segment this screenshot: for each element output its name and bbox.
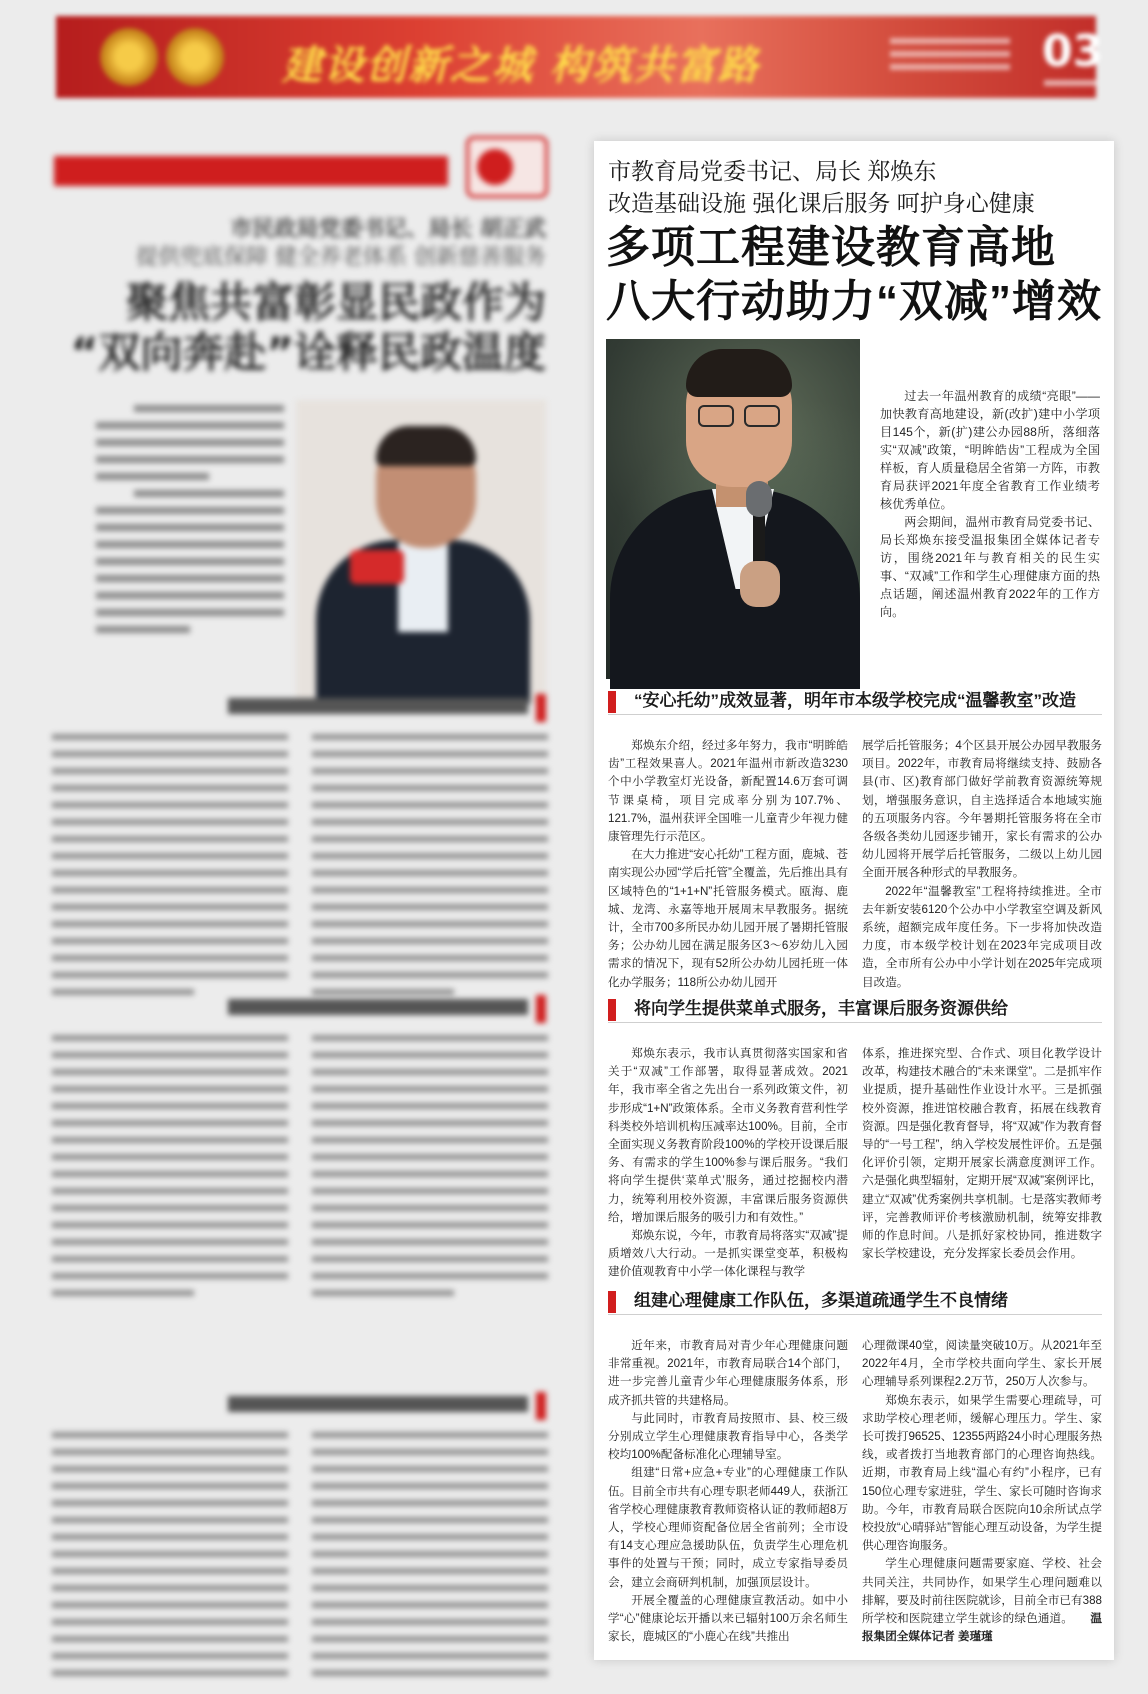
body-paragraph: 郑焕东介绍，经过多年努力，我市“明眸皓齿”工程效果喜人。2021年温州市新改造3230个中小学教室灯光设备，新配置14.6万套可调节课桌椅，项目完成率分别为107.7%、121.7%，温州获评全国唯一儿童青少年视力健康管理先行示范区。: [608, 739, 848, 844]
section-1-column-left: [608, 737, 848, 992]
section-title: 组建心理健康工作队伍，多渠道疏通学生不良情绪: [634, 1291, 1008, 1310]
masthead-banner: [56, 16, 1104, 98]
article-headline-line-2: 八大行动助力“双减”增效: [606, 277, 1102, 326]
article-subhead: 改造基础设施 强化课后服务 呵护身心健康: [608, 190, 1035, 216]
section-marker: [608, 999, 616, 1021]
page-number: 03: [1042, 26, 1104, 77]
article-headline: [606, 221, 1102, 329]
body-paragraph: 郑焕东表示，如果学生需要心理疏导，可求助学校心理老师，缓解心理压力。学生、家长可拨打96525、12355两路24小时心理服务热线，或者拨打当地教育部门的心理咨询热线。近期，市教育局上线“温心有约”小程序，已有150位心理专家进驻，学生、家长可随时咨询求助。今年，市教育局联合医院向10余所试点学校投放“心晴驿站”智能心理互动设备，为学生提供心理咨询服务。: [862, 1393, 1102, 1553]
section-3-column-left: [608, 1337, 848, 1646]
topic-badge: [466, 136, 548, 198]
intro-paragraph: 过去一年温州教育的成绩“亮眼”——加快教育高地建设，新(改扩)建中小学项目145个，新(扩)建公办园88所，落细落实“双减”政策，“明眸皓齿”工程成为全国样板，育人质量稳居全省第一方阵，市教育局获评2021年度全省教育工作业绩考核优秀单位。: [880, 389, 1100, 511]
body-paragraph: [862, 1555, 1102, 1646]
body-paragraph: 心理微课40堂，阅读量突破10万。从2021年至2022年4月，全市学校共面向学生、家长开展心理辅导系列课程2.2万节，250万人次参与。: [862, 1339, 1102, 1389]
left-story-intro: [96, 405, 284, 645]
body-paragraph: 2022年“温馨教室”工程将持续推进。全市去年新安装6120个公办中小学教室空调及新风系统，超额完成年度任务。下一步将加快改造力度，市本级学校计划在2023年完成项目改造，全市所有公办中小学计划在2025年完成项目改造。: [862, 884, 1102, 989]
section-3-column-right: [862, 1337, 1102, 1646]
section-2-body: [608, 1045, 1102, 1282]
glasses-icon: [698, 405, 782, 429]
masthead-info: [890, 38, 1010, 78]
intro-paragraph: 两会期间，温州市教育局党委书记、局长郑焕东接受温报集团全媒体记者专访，围绕2021年与教育相关的民生实事、“双减”工作和学生心理健康方面的热点话题，阐述温州教育2022年的工作方向。: [880, 515, 1100, 619]
article-headline-line-1: 多项工程建设教育高地: [606, 223, 1056, 272]
body-paragraph: 在大力推进“安心托幼”工程方面，鹿城、苍南实现公办园“学后托管”全覆盖，先后推出具有区域特色的“1+1+N”托管服务模式。瓯海、鹿城、龙湾、永嘉等地开展周末早教服务。据统计，全市700多所民办幼儿园开展了暑期托管服务；公办幼儿园在满足服务区3～6岁幼儿入园需求的情况下，现有52所公办幼儿园托班一体化办学服务；118所公办幼儿园开: [608, 848, 848, 989]
section-header-3: [608, 1289, 1102, 1315]
left-section-header-2: [56, 995, 546, 1025]
left-story-photo: [296, 400, 546, 704]
section-title: “安心托幼”成效显著，明年市本级学校完成“温馨教室”改造: [634, 691, 1076, 710]
article-intro: [880, 387, 1100, 621]
microphone-icon: [746, 481, 772, 517]
national-emblem-icon: [100, 28, 158, 86]
body-paragraph: 开展全覆盖的心理健康宣教活动。如中小学“心”健康论坛开播以来已辐射100万余名师生家长，鹿城区的“小鹿心在线”共推出: [608, 1593, 848, 1644]
section-header-1: [608, 689, 1102, 715]
left-story-subhead: 提供兜底保障 健全养老体系 创新慈善服务: [136, 245, 546, 270]
left-story-kicker: 市民政局党委书记、局长 胡正武: [230, 217, 546, 242]
left-story-red-bar: [54, 156, 448, 186]
body-paragraph: 近年来，市教育局对青少年心理健康问题非常重视。2021年，市教育局联合14个部门，进一步完善儿童青少年心理健康服务体系，形成齐抓共管的共建格局。: [608, 1339, 848, 1407]
body-paragraph: 组建“日常+应急+专业”的心理健康工作队伍。目前全市共有心理专职老师449人，获浙江省学校心理健康教育教师资格认证的教师超8万人，学校心理师资配备位居全省前列；全市设有14支心理应急援助队伍，负责学生心理危机事件的处置与干预；同时，成立专家指导委员会，建立会商研判机制，加强顶层设计。: [608, 1466, 848, 1589]
body-paragraph: 郑焕东说，今年，市教育局将落实“双减”提质增效八大行动。一是抓实课堂变革，积极构建价值观教育中小学一体化课程与教学: [608, 1229, 848, 1279]
section-3-body: [608, 1337, 1102, 1646]
left-columns-1: [50, 734, 548, 994]
body-paragraph: 与此同时，市教育局按照市、县、校三级分别成立学生心理健康教育指导中心，各类学校均100%配备标准化心理辅导室。: [608, 1411, 848, 1462]
left-columns-2: [50, 1035, 548, 1325]
article-clipping: [594, 141, 1114, 1660]
body-paragraph-text: 学生心理健康问题需要家庭、学校、社会共同关注，共同协作，如果学生心理问题难以排解，要及时前往医院就诊，目前全市已有388所学校和医院建立学生就诊的绿色通道。: [862, 1557, 1102, 1626]
section-marker: [608, 1291, 616, 1313]
left-section-header-1: [56, 694, 546, 724]
masthead-slogan: 建设创新之城 构筑共富路: [282, 42, 760, 89]
cppcc-emblem-icon: [166, 28, 224, 86]
section-title: 将向学生提供菜单式服务，丰富课后服务资源供给: [634, 999, 1008, 1018]
body-paragraph: 展学后托管服务；4个区县开展公办园早教服务项目。2022年，市教育局将继续支持、鼓励各县(市、区)教育部门做好学前教育资源统筹规划，增强服务意识，自主选择适合本地域实施的五项服务内容。今年暑期托管服务将在全市各级各类幼儿园逐步铺开，家长有需求的公办幼儿园将开展学后托管服务，二级以上幼儿园全面开展各种形式的早教服务。: [862, 739, 1102, 880]
body-paragraph: 郑焕东表示，我市认真贯彻落实国家和省关于“双减”工作部署，取得显著成效。2021年，我市率全省之先出台一系列政策文件，初步形成“1+N”政策体系。全市义务教育营利性学科类校外培训机构压减率达100%。目前，全市全面实现义务教育阶段100%的学校开设课后服务、有需求的学生100%参与课后服务。“我们将向学生提供‘菜单式’服务，通过挖掘校内潜力，统筹利用校外资源，丰富课后服务资源供给，增加课后服务的吸引力和有效性。”: [608, 1047, 848, 1224]
section-marker: [608, 691, 616, 713]
left-columns-3: [50, 1432, 548, 1694]
body-paragraph: 体系，推进探究型、合作式、项目化教学设计改革，构建技术融合的“未来课堂”。二是抓牢作业提质，提升基础性作业设计水平。三是抓强校外资源，推进馆校融合教育，拓展在线教育资源。四是强化教育督导，将“双减”作为教育督导的“一号工程”，纳入学校发展性评价。五是强化评价引领，定期开展家长满意度测评工作。六是强化典型辐射，定期开展“双减”案例评比，建立“双减”优秀案例共享机制。七是落实教师考评，完善教师评价考核激励机制，统筹安排教师的作息时间。八是抓好家校协同，推进数字家长学校建设，充分发挥家长委员会作用。: [862, 1047, 1102, 1261]
page-section-label: [1044, 80, 1096, 86]
section-1-body: [608, 737, 1102, 992]
topic-badge-icon: [477, 149, 513, 185]
reporter-byline: 温报集团全媒体记者 姜瑾瑾: [862, 1612, 1102, 1644]
section-1-column-right: [862, 737, 1102, 992]
left-story: [50, 120, 550, 1694]
interviewee-photo: [606, 339, 860, 679]
section-2-column-right: [862, 1045, 1102, 1282]
left-section-header-3: [56, 1392, 546, 1422]
left-story-headline-2: “双向奔赴”诠释民政温度: [70, 328, 546, 377]
section-header-2: [608, 997, 1102, 1023]
left-story-headline-1: 聚焦共富彰显民政作为: [125, 278, 546, 327]
article-kicker: 市教育局党委书记、局长 郑焕东: [608, 158, 937, 184]
section-2-column-left: [608, 1045, 848, 1282]
